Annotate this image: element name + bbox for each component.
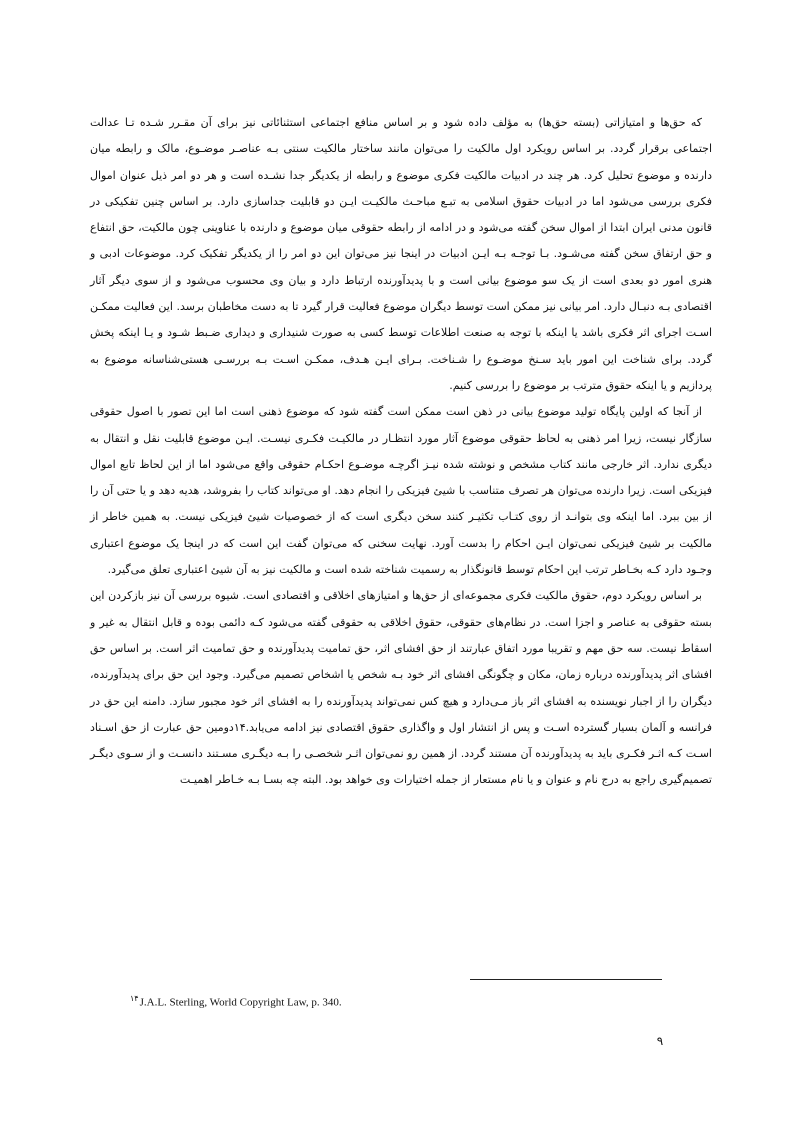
footnote-separator	[470, 979, 662, 980]
footnote	[130, 992, 690, 1010]
page-number: ۹	[656, 1034, 664, 1048]
body-text	[90, 110, 712, 794]
paragraph-3: بر اساس رویکرد دوم، حقوق مالکیت فکری مجموعه‌ای از حق‌ها و امتیازهای اخلاقی و اقتصادی است. شیوه بررسی آن نیز بازکردن این بسته حقوقی به عناصر و اجزا است. در نظام‌های حقوقی، حقوق اخلاقی به حقوقی گفته می‌شود کـه دائمی بوده و قابل انتقال به غیر و اسقاط نیست. سه حق مهم و تقریبا مورد اتفاق عبارتند از حق افشای اثر، حق تمامیت پدیدآورنده و حق تمامیت اثر است. بر اساس حق افشای اثر پدیدآورنده درباره زمان، مکان و چگونگی افشای اثر خود بـه شخص یا اشخاص تصمیم می‌گیرد. وجود این حق برای پدیدآورنده، دیگران را از اجبار نویسنده به افشای اثر باز مـی‌دارد و هیچ کس نمی‌تواند پدیدآورنده را به افشای اثر خود مجبور سازد. دامنه این حق در فرانسه و آلمان بسیار گسترده اسـت و پس از انتشار اول و واگذاری حقوق اقتصادی نیز ادامه می‌یابد.۱۴دومین حق عبارت از حق اسـناد اسـت کـه اثـر فکـری باید به پدیدآورنده آن مستند گردد. از همین رو نمی‌توان اثـر شخصـی را بـه دیگـری مسـتند دانسـت و از سـوی دیگـر تصمیم‌گیری راجع به درج نام و عنوان و یا نام مستعار از جمله اختیارات وی خواهد بود. البته چه بسـا بـه خـاطر اهمیـت	[90, 589, 712, 787]
paragraph-1: که حق‌ها و امتیازاتی (بسته حق‌ها) به مؤلف داده شود و بر اساس منافع اجتماعی استثنائاتی نیز برای آن مقـرر شـده تـا عدالت اجتماعی برقرار گردد. بر اساس رویکرد اول مالکیت را می‌توان مانند ساختار مالکیت سنتی بـه عناصـر موضـوع، مالک و رابطه میان دارنده و موضوع تحلیل کرد. هر چند در ادبیات مالکیت فکری موضوع و رابطه از یکدیگر جدا نشـده است و هر دو امر ذیل عنوان اموال فکری بررسی می‌شود اما در ادبیات حقوق اسلامی به تبـع مباحـث مالکیـت ایـن دو قابلیت جداسازی دارد. بر اساس چنین تفکیکی در قانون مدنی ایران ابتدا از اموال سخن گفته می‌شود و در ادامه از رابطه حقوقی میان موضوع و دارنده با عناوینی چون مالکیت، حق انتفاع و حق ارتفاق سخن گفته می‌شـود. بـا توجـه بـه ایـن ادبیات در اینجا نیز می‌توان این دو امر را از یکدیگر تفکیک کرد. موضوعات ادبی و هنری امور دو بعدی است از یک سو موضوع بیانی است و با پدیدآورنده ارتباط دارد و بیان وی محسوب می‌شود و از سوی دیگر آثار اقتصادی بـه دنبـال دارد. امر بیانی نیز ممکن است توسط دیگران موضوع فعالیت قرار گیرد تا به دست مخاطبان برسد. این فعالیت ممکـن اسـت اجرای اثر فکری باشد یا اینکه با توجه به صنعت اطلاعات توسط کسی به صورت شنیداری و دیداری ضـبط شـود و یـا اینکه پخش گردد. برای شناخت این امور باید سـنخ موضـوع را شـناخت. بـرای ایـن هـدف، ممکـن اسـت بـه بررسـی هستی‌شناسانه موضوع به پردازیم و یا اینکه حقوق مترتب بر موضوع را بررسی کنیم.	[90, 116, 712, 392]
footnote-number: ۱۴	[130, 994, 139, 1003]
footnote-text: J.A.L. Sterling, World Copyright Law, p. 340.	[139, 996, 342, 1009]
paragraph-2: از آنجا که اولین پایگاه تولید موضوع بیانی در ذهن است ممکن است گفته شود که موضوع ذهنی است اما این تصور با اصول حقوقی سازگار نیست، زیرا امر ذهنی به لحاظ حقوقی موضوع آثار مورد انتظـار در مالکیـت فکـری نیسـت. ایـن موضوع قابلیت نقل و انتقال به دیگری ندارد. اثر خارجی مانند کتاب مشخص و نوشته شده نیـز اگرچـه موضـوع احکـام حقوقی واقع می‌شود اما از این لحاظ تابع اموال فیزیکی است. زیرا دارنده می‌توان هر تصرف متناسب با شیئ فیزیکی را انجام دهد. او می‌تواند کتاب را بفروشد، هدیه دهد و یا حتی آن را از بین ببرد. اما اینکه وی بتوانـد از روی کتـاب تکثیـر کنند سخن دیگری است که از خصوصیات شیئ فیزیکی نیست. به همین خاطر از مالکیت بر شیئ فیزیکی نمی‌توان ایـن احکام را بدست آورد. نهایت سخنی که می‌توان گفت این است که در اینجا یک موضوع اعتباری وجـود دارد کـه بخـاطر ترتب این احکام توسط قانونگذار به رسمیت شناخته شده است و مالکیت نیز به آن شیئ اعتباری تعلق می‌گیرد.	[90, 405, 712, 577]
